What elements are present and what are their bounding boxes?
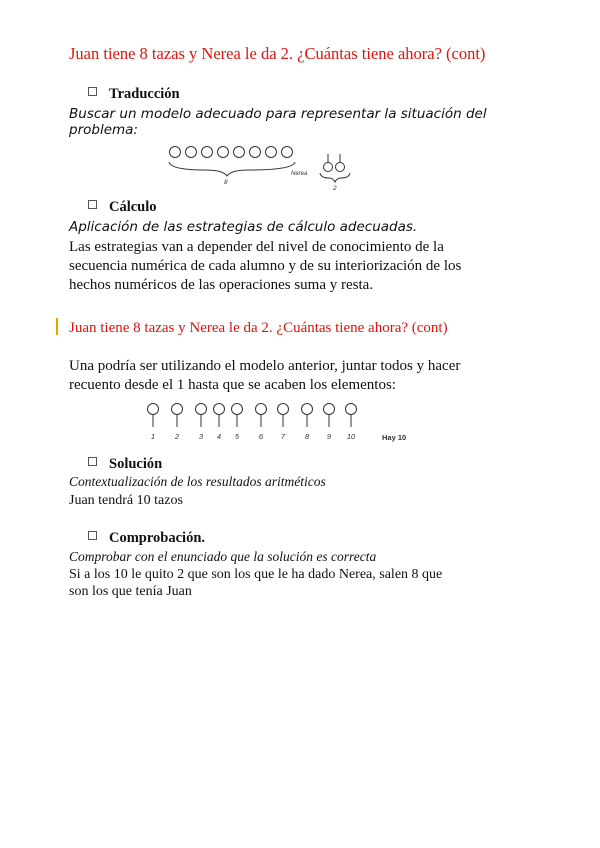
bullet-icon [88, 531, 97, 540]
comprobacion-body-line2: son los que tenía Juan [69, 584, 192, 599]
calculo-body-line2: secuencia numérica de cada alumno y de su interiorización de los [69, 258, 462, 274]
slide2-title: Juan tiene 8 tazas y Nerea le da 2. ¿Cuántas tiene ahora? (cont) [69, 320, 448, 336]
calculo-body-line3: hechos numéricos de las operaciones suma y resta. [69, 277, 374, 293]
count-cup [232, 404, 243, 415]
calculo-body-line1: Las estrategias van a depender del nivel de conocimiento de la [69, 239, 444, 255]
count-cup [278, 404, 289, 415]
cup-circle [266, 147, 277, 158]
cup-circle [234, 147, 245, 158]
total-label: Hay 10 [382, 433, 407, 442]
count-number: 2 [174, 432, 180, 441]
count-cup [172, 404, 183, 415]
cup-circle [250, 147, 261, 158]
nerea-cups-group [324, 154, 345, 172]
given-label: 2 [333, 185, 337, 192]
traduccion-subtitle-line2: problema: [69, 122, 138, 138]
solucion-body: Juan tendrá 10 tazos [69, 493, 183, 508]
traduccion-heading-row [88, 86, 180, 103]
count-number: 1 [150, 432, 156, 441]
counting-diagram [140, 400, 440, 448]
count-number: 10 [346, 432, 356, 441]
count-cup [324, 404, 335, 415]
bullet-icon [88, 87, 97, 96]
cup-circle [170, 147, 181, 158]
intro-line1: Una podría ser utilizando el modelo anterior, juntar todos y hacer [69, 358, 461, 374]
nerea-cup [324, 163, 333, 172]
cup-circle [186, 147, 197, 158]
brace-eight [169, 162, 295, 176]
cup-circle [202, 147, 213, 158]
calculo-body [69, 238, 461, 295]
count-cup [256, 404, 267, 415]
count-cup [346, 404, 357, 415]
bullet-icon [88, 457, 97, 466]
model-diagram [165, 140, 365, 192]
count-label: 8 [224, 179, 228, 186]
solucion-heading: Solución [109, 456, 163, 472]
count-cup [302, 404, 313, 415]
brace-two [320, 173, 350, 182]
solucion-heading-row [88, 456, 162, 473]
bullet-icon [88, 200, 97, 209]
count-number: 6 [258, 432, 264, 441]
comprobacion-heading: Comprobación. [109, 530, 206, 546]
intro-line2: recuento desde el 1 hasta que se acaben los elementos: [69, 377, 396, 393]
traduccion-subtitle [69, 106, 487, 138]
calculo-heading: Cálculo [109, 199, 157, 215]
count-cup [148, 404, 159, 415]
comprobacion-subtitle: Comprobar con el enunciado que la solución es correcta [69, 549, 377, 564]
calculo-heading-row [88, 199, 157, 216]
count-number: 5 [234, 432, 240, 441]
count-number: 4 [216, 432, 222, 441]
nerea-label: Nerea [291, 171, 308, 177]
solucion-subtitle: Contextualización de los resultados aritméticos [69, 474, 326, 489]
comprobacion-heading-row [88, 530, 205, 547]
slide2-intro [69, 357, 460, 395]
count-number: 9 [326, 432, 332, 441]
count-number: 3 [198, 432, 204, 441]
text-cursor [56, 318, 58, 335]
traduccion-heading: Traducción [109, 86, 180, 102]
count-cups-group [148, 404, 357, 442]
comprobacion-body [69, 566, 442, 600]
comprobacion-body-line1: Si a los 10 le quito 2 que son los que le ha dado Nerea, salen 8 que [69, 567, 443, 582]
cup-circle [218, 147, 229, 158]
eight-cups-group [170, 147, 293, 158]
count-cup [196, 404, 207, 415]
count-number: 8 [304, 432, 310, 441]
slide1-title: Juan tiene 8 tazas y Nerea le da 2. ¿Cuántas tiene ahora? (cont) [69, 44, 486, 63]
nerea-cup [336, 163, 345, 172]
cup-circle [282, 147, 293, 158]
count-cup [214, 404, 225, 415]
count-number: 7 [280, 432, 286, 441]
traduccion-subtitle-line1: Buscar un modelo adecuado para representar la situación del [69, 106, 487, 122]
calculo-subtitle: Aplicación de las estrategias de cálculo adecuadas. [69, 219, 418, 235]
